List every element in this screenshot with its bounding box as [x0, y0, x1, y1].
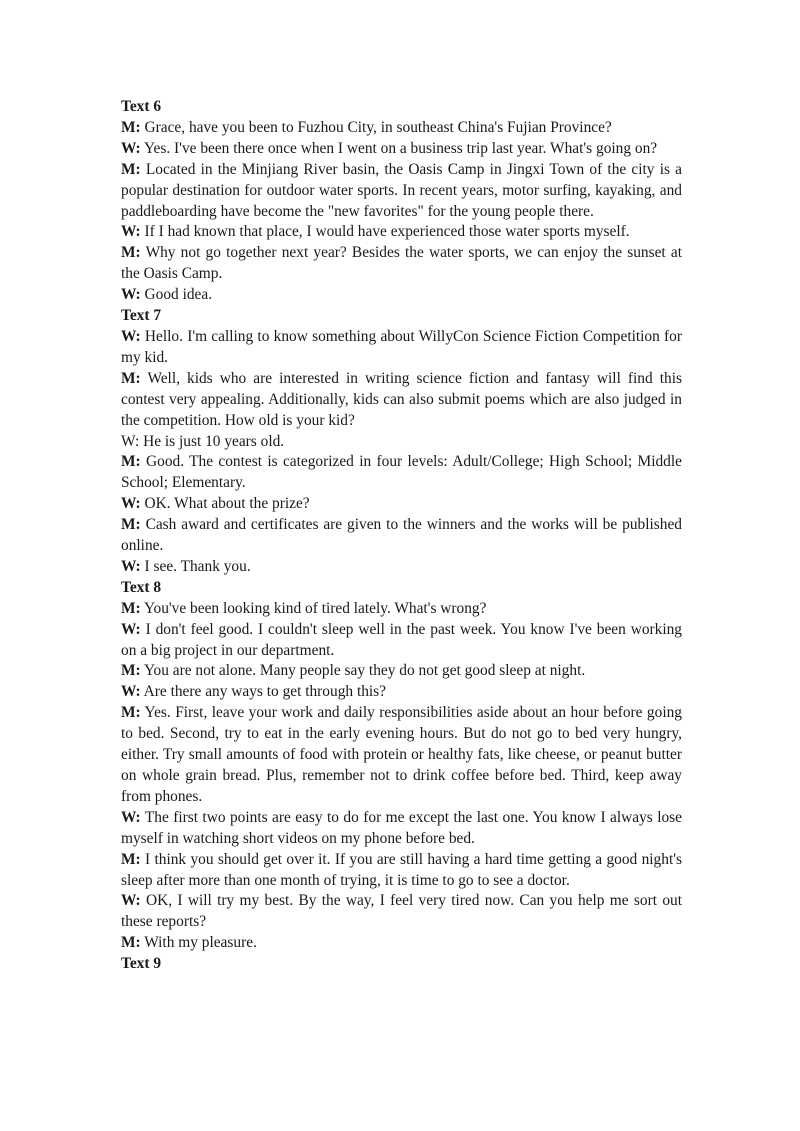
- dialogue-line: [121, 515, 682, 557]
- speaker-label: M:: [121, 850, 141, 868]
- dialogue-text: If I had known that place, I would have experienced those water sports myself.: [144, 223, 630, 241]
- dialogue-text: Grace, have you been to Fuzhou City, in southeast China's Fujian Province?: [144, 118, 612, 136]
- dialogue-text: Good idea.: [144, 286, 213, 304]
- speaker-label: M:: [121, 934, 141, 952]
- dialogue-line: [121, 327, 682, 369]
- speaker-label: W:: [121, 557, 141, 575]
- speaker-label: M:: [121, 244, 141, 262]
- dialogue-text: I think you should get over it. If you are still having a hard time getting a good night's sleep after more than one month of trying, it is time to go to see a doctor.: [121, 850, 682, 889]
- dialogue-text: Hello. I'm calling to know something about WillyCon Science Fiction Competition for my kid.: [121, 327, 682, 366]
- dialogue-text: Why not go together next year? Besides the water sports, we can enjoy the sunset at the Oasis Camp.: [121, 244, 682, 283]
- section-heading-text-9: Text 9: [121, 955, 162, 973]
- dialogue-line: [121, 494, 682, 515]
- dialogue-text: He is just 10 years old.: [143, 432, 285, 450]
- dialogue-line: [121, 557, 682, 578]
- dialogue-line: [121, 285, 682, 306]
- dialogue-line: [121, 808, 682, 850]
- dialogue-line: [121, 620, 682, 662]
- dialogue-line: [121, 118, 682, 139]
- speaker-label: W:: [121, 286, 141, 304]
- speaker-label: M:: [121, 369, 141, 387]
- speaker-label: M:: [121, 704, 141, 722]
- dialogue-text: Good. The contest is categorized in four levels: Adult/College; High School; Middle School; Elementary.: [121, 453, 682, 492]
- dialogue-text: With my pleasure.: [144, 934, 257, 952]
- dialogue-line: [121, 661, 682, 682]
- speaker-label: M:: [121, 160, 141, 178]
- dialogue-line: [121, 682, 682, 703]
- section-heading-text-7: Text 7: [121, 307, 162, 325]
- speaker-label: W:: [121, 139, 141, 157]
- transcript-body: [121, 97, 682, 975]
- dialogue-text: You've been looking kind of tired lately. What's wrong?: [143, 599, 487, 617]
- dialogue-text: Cash award and certificates are given to the winners and the works will be published online.: [121, 516, 682, 555]
- dialogue-line: [121, 703, 682, 808]
- dialogue-text: Are there any ways to get through this?: [143, 683, 387, 701]
- dialogue-text: The first two points are easy to do for me except the last one. You know I always lose myself in watching short videos on my phone before bed.: [121, 808, 682, 847]
- dialogue-line: [121, 432, 682, 453]
- speaker-label: M:: [121, 118, 141, 136]
- speaker-label: M:: [121, 453, 141, 471]
- dialogue-line: [121, 891, 682, 933]
- dialogue-line: [121, 933, 682, 954]
- dialogue-text: Yes. First, leave your work and daily responsibilities aside about an hour before going to bed. Second, try to eat in the early evening hours. But do not go to bed very hungry, either. Try small amounts of food with protein or healthy fats, like cheese, or peanut butter on whole grain bread. Plus, remember not to drink coffee before bed. Third, keep away from phones.: [121, 704, 682, 805]
- dialogue-line: [121, 222, 682, 243]
- speaker-label: W:: [121, 683, 141, 701]
- section-heading-text-8: Text 8: [121, 578, 162, 596]
- speaker-label: M:: [121, 662, 141, 680]
- speaker-label: W:: [121, 495, 141, 513]
- speaker-label: W:: [121, 808, 141, 826]
- dialogue-line: [121, 452, 682, 494]
- dialogue-line: [121, 160, 682, 223]
- dialogue-line: [121, 369, 682, 432]
- dialogue-line: [121, 850, 682, 892]
- speaker-label: W:: [121, 223, 141, 241]
- dialogue-text: Located in the Minjiang River basin, the Oasis Camp in Jingxi Town of the city is a popular destination for outdoor water sports. In recent years, motor surfing, kayaking, and paddleboarding have become the "new favorites" for the young people there.: [121, 160, 682, 220]
- dialogue-line: [121, 243, 682, 285]
- dialogue-text: Yes. I've been there once when I went on a business trip last year. What's going on?: [143, 139, 658, 157]
- dialogue-line: [121, 139, 682, 160]
- dialogue-text: OK, I will try my best. By the way, I feel very tired now. Can you help me sort out these reports?: [121, 892, 682, 931]
- dialogue-text: Well, kids who are interested in writing science fiction and fantasy will find this contest very appealing. Additionally, kids can also submit poems which are also judged in the competition. How old is your kid?: [121, 369, 682, 429]
- speaker-label: W:: [121, 620, 141, 638]
- speaker-label: W:: [121, 432, 140, 450]
- dialogue-text: You are not alone. Many people say they do not get good sleep at night.: [143, 662, 586, 680]
- speaker-label: M:: [121, 516, 141, 534]
- dialogue-text: OK. What about the prize?: [144, 495, 310, 513]
- speaker-label: W:: [121, 327, 141, 345]
- dialogue-text: I see. Thank you.: [144, 557, 251, 575]
- speaker-label: M:: [121, 599, 141, 617]
- section-heading-text-6: Text 6: [121, 98, 162, 115]
- dialogue-line: [121, 599, 682, 620]
- dialogue-text: I don't feel good. I couldn't sleep well in the past week. You know I've been working on a big project in our department.: [121, 620, 682, 659]
- speaker-label: W:: [121, 892, 141, 910]
